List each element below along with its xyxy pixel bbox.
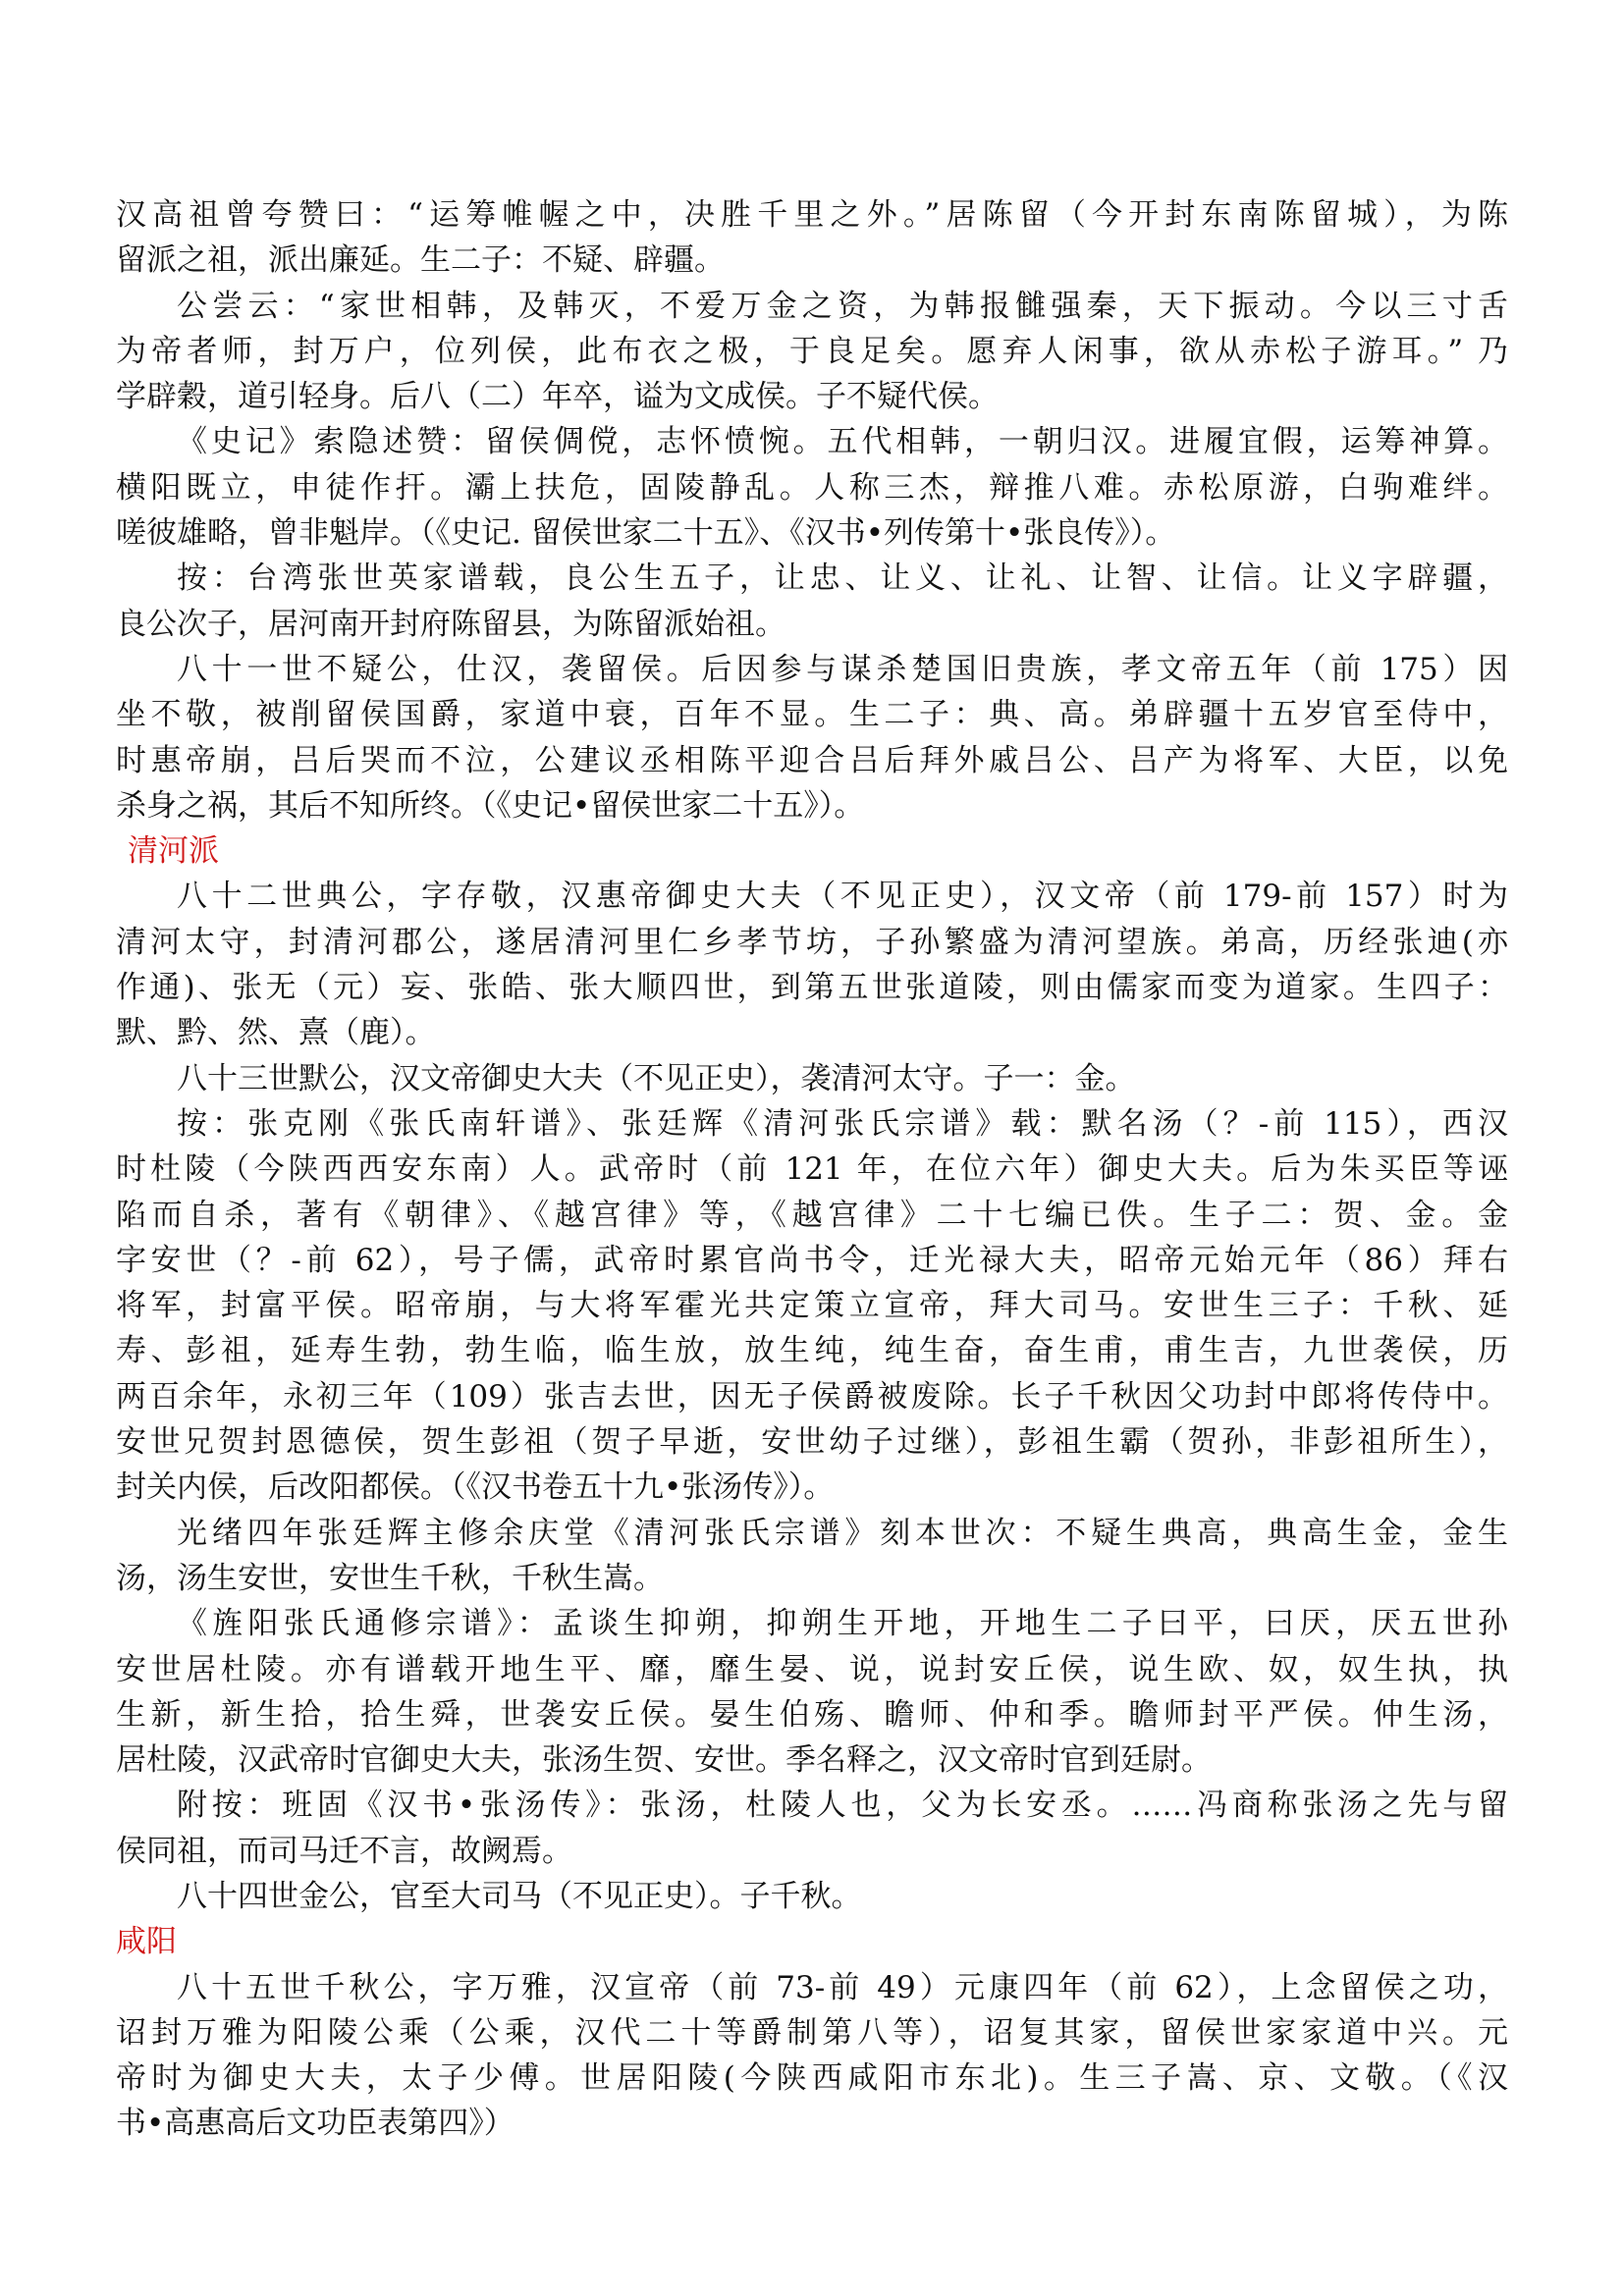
text-line: 按：台湾张世英家谱载，良公生五子，让忠、让义、让礼、让智、让信。让义字辟疆， [177,561,1508,597]
text-line: 汤，汤生安世，安世生千秋，千秋生嵩。 [116,1560,664,1596]
text-line: 陷而自杀，著有《朝律》、《越宫律》等，《越宫律》二十七编已佚。生子二：贺、金。金 [116,1197,1508,1233]
section-heading: 清河派 [128,833,219,870]
text-line: 将军，封富平侯。昭帝崩，与大将军霍光共定策立宣帝，拜大司马。安世生三子：千秋、延 [116,1288,1508,1324]
text-line: 作通)、张无（元）妄、张皓、张大顺四世，到第五世张道陵，则由儒家而变为道家。生四子： [116,970,1508,1006]
text-line: 八十四世金公，官至大司马（不见正史）。子千秋。 [177,1878,862,1914]
text-line: 封关内侯，后改阳都侯。（《汉书卷五十九•张汤传》）。 [116,1469,835,1506]
text-line: 嗟彼雄略，曾非魁岸。（《史记. 留侯世家二十五》、《汉书•列传第十•张良传》）。 [116,515,1176,552]
text-line: 《旌阳张氏通修宗谱》：孟谈生抑朔，抑朔生开地，开地生二子曰平，曰厌，厌五世孙 [177,1606,1508,1642]
text-line: 侯同祖，而司马迁不言，故阙焉。 [116,1833,572,1869]
text-line: 良公次子，居河南开封府陈留县，为陈留派始祖。 [116,606,785,642]
text-line: 按：张克刚《张氏南轩谱》、张廷辉《清河张氏宗谱》载：默名汤（？-前 115），西汉 [177,1105,1508,1142]
text-line: 生新，新生拾，拾生舜，世袭安丘侯。晏生伯殇、瞻师、仲和季。瞻师封平严侯。仲生汤， [116,1696,1508,1733]
text-line: 时惠帝崩，吕后哭而不泣，公建议丞相陈平迎合吕后拜外戚吕公、吕产为将军、大臣，以免 [116,742,1508,778]
text-line: 汉高祖曾夸赞曰：“运筹帷幄之中，决胜千里之外。”居陈留（今开封东南陈留城），为陈 [116,197,1508,233]
text-line: 附按：班固《汉书•张汤传》：张汤，杜陵人也，父为长安丞。……冯商称张汤之先与留 [177,1788,1508,1824]
document-page [116,192,1508,2147]
text-line: 帝时为御史大夫，太子少傅。世居阳陵(今陕西咸阳市东北)。生三子嵩、京、文敬。（《汉 [116,2060,1508,2097]
text-line: 横阳既立，申徒作扞。灞上扶危，固陵静乱。人称三杰，辩推八难。赤松原游，白驹难绊。 [116,469,1508,506]
text-line: 清河太守，封清河郡公，遂居清河里仁乡孝节坊，子孙繁盛为清河望族。弟高，历经张迪(亦 [116,924,1508,960]
text-line: 为帝者师，封万户，位列侯，此布衣之极，于良足矣。愿弃人闲事，欲从赤松子游耳。” 乃 [116,333,1508,369]
text-line: 学辟穀，道引轻身。后八（二）年卒，谥为文成侯。子不疑代侯。 [116,379,999,415]
text-line: 留派之祖，派出廉延。生二子：不疑、辟疆。 [116,242,725,279]
text-line: 八十一世不疑公，仕汉，袭留侯。后因参与谋杀楚国旧贵族，孝文帝五年（前 175）因 [177,651,1508,687]
text-line: 坐不敬，被削留侯国爵，家道中衰，百年不显。生二子：典、高。弟辟疆十五岁官至侍中， [116,697,1508,733]
text-line: 八十三世默公，汉文帝御史大夫（不见正史），袭清河太守。子一：金。 [177,1060,1136,1096]
text-line: 八十二世典公，字存敬，汉惠帝御史大夫（不见正史），汉文帝（前 179-前 157）时为 [177,879,1508,915]
text-line: 安世兄贺封恩德侯，贺生彭祖（贺子早逝，安世幼子过继），彭祖生霸（贺孙，非彭祖所生）， [116,1424,1508,1461]
text-line: 八十五世千秋公，字万雅，汉宣帝（前 73-前 49）元康四年（前 62），上念留侯之功， [177,1969,1508,2005]
text-line: 《史记》索隐述赞：留侯倜傥，志怀愤惋。五代相韩，一朝归汉。进履宜假，运筹神算。 [177,424,1508,460]
text-line: 杀身之祸，其后不知所终。（《史记•留侯世家二十五》）。 [116,787,865,824]
text-line: 字安世（？-前 62），号子儒，武帝时累官尚书令，迁光禄大夫，昭帝元始元年（86）拜右 [116,1242,1508,1278]
text-line: 书•高惠高后文功臣表第四》） [116,2106,514,2142]
text-line: 安世居杜陵。亦有谱载开地生平、靡，靡生晏、说，说封安丘侯，说生欧、奴，奴生执，执 [116,1651,1508,1687]
text-line: 寿、彭祖，延寿生勃，勃生临，临生放，放生纯，纯生奋，奋生甫，甫生吉，九世袭侯，历 [116,1333,1508,1369]
text-line: 诏封万雅为阳陵公乘（公乘，汉代二十等爵制第八等），诏复其家，留侯世家家道中兴。元 [116,2014,1508,2051]
section-heading: 咸阳 [116,1924,177,1960]
text-line: 居杜陵，汉武帝时官御史大夫，张汤生贺、安世。季名释之，汉文帝时官到廷尉。 [116,1742,1212,1779]
text-line: 光绪四年张廷辉主修余庆堂《清河张氏宗谱》刻本世次：不疑生典高，典高生金，金生 [177,1515,1508,1551]
text-line: 公尝云：“家世相韩，及韩灭，不爱万金之资，为韩报雠强秦，天下振动。今以三寸舌 [177,288,1508,324]
text-line: 两百余年，永初三年（109）张吉去世，因无子侯爵被废除。长子千秋因父功封中郎将传侍中。 [116,1378,1508,1415]
text-line: 默、黔、然、熹（鹿）。 [116,1015,436,1051]
text-line: 时杜陵（今陕西西安东南）人。武帝时（前 121 年，在位六年）御史大夫。后为朱买臣等诬 [116,1151,1508,1188]
